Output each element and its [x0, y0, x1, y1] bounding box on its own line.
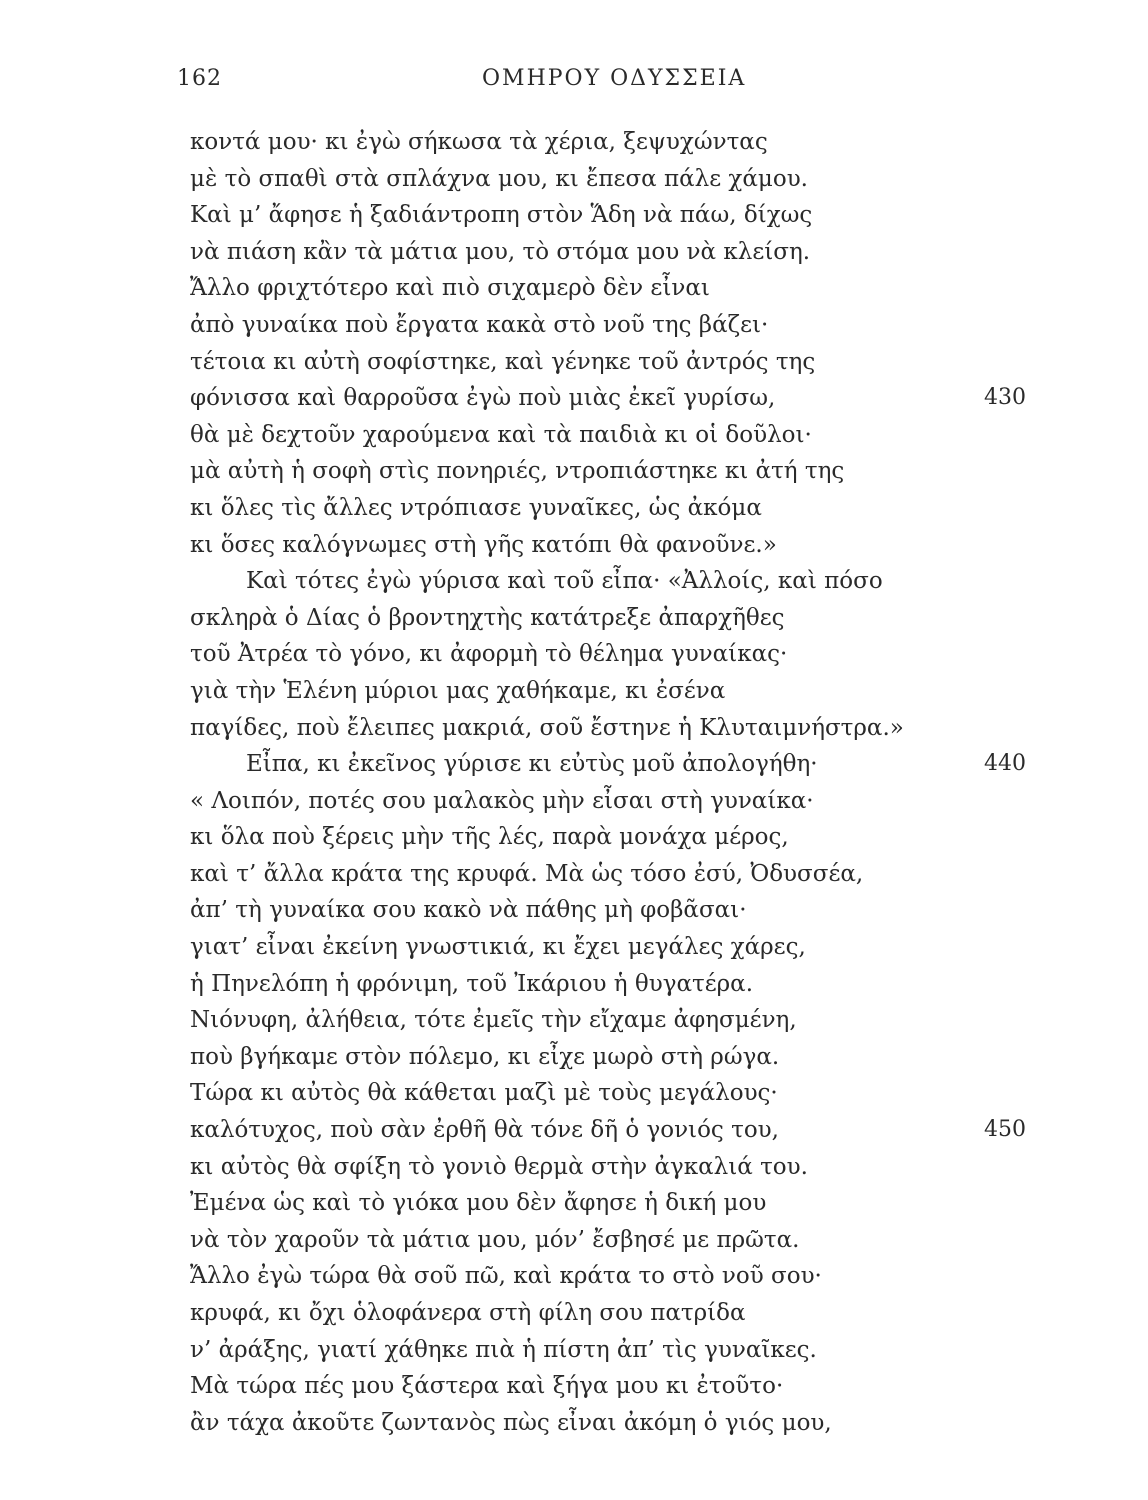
verse-line: Τώρα κι αὐτὸς θὰ κάθεται μαζὶ μὲ τοὺς μεγάλους·: [190, 1080, 778, 1107]
verse-line: σκληρὰ ὁ Δίας ὁ βροντηχτὴς κατάτρεξε ἀπαρχῆθες: [190, 604, 785, 631]
verse-line: νὰ τὸν χαροῦν τὰ μάτια μου, μόν’ ἔσβησέ με πρῶτα.: [190, 1226, 800, 1253]
verse-line: κοντά μου· κι ἐγὼ σήκωσα τὰ χέρια, ξεψυχώντας: [190, 129, 768, 155]
page-number: 162: [177, 66, 222, 91]
verse-line: Ἄλλο φριχτότερο καὶ πιὸ σιχαμερὸ δὲν εἶναι: [190, 275, 710, 302]
verse-block: [190, 124, 950, 1441]
verse-line: « Λοιπόν, ποτές σου μαλακὸς μὴν εἶσαι στὴ γυναίκα·: [190, 787, 814, 814]
verse-line: τέτοια κι αὐτὴ σοφίστηκε, καὶ γένηκε τοῦ ἀντρός της: [190, 348, 816, 375]
verse-line: ἡ Πηνελόπη ἡ φρόνιμη, τοῦ Ἰκάριου ἡ θυγατέρα.: [190, 970, 754, 997]
verse-line: ποὺ βγήκαμε στὸν πόλεμο, κι εἶχε μωρὸ στὴ ρώγα.: [190, 1043, 780, 1070]
verse-line: παγίδες, ποὺ ἔλειπες μακριά, σοῦ ἔστηνε ἡ Κλυταιμνήστρα.»: [190, 714, 904, 741]
verse-line: ἀπὸ γυναίκα ποὺ ἔργατα κακὰ στὸ νοῦ της βάζει·: [190, 311, 769, 338]
line-number: 440: [984, 751, 1026, 777]
verse-line: Ἐμένα ὡς καὶ τὸ γιόκα μου δὲν ἄφησε ἡ δική μου: [190, 1190, 767, 1217]
running-title: ΟΜΗΡΟΥ ΟΔΥΣΣΕΙΑ: [482, 66, 747, 91]
line-number: 450: [984, 1117, 1026, 1143]
verse-line: θὰ μὲ δεχτοῦν χαρούμενα καὶ τὰ παιδιὰ κι οἱ δοῦλοι·: [190, 421, 812, 448]
line-number: 430: [984, 385, 1026, 411]
verse-line: κι αὐτὸς θὰ σφίξη τὸ γονιὸ θερμὰ στὴν ἀγκαλιά του.: [190, 1153, 808, 1180]
verse-line: Καὶ τότες ἐγὼ γύρισα καὶ τοῦ εἶπα· «Ἀλλοίς, καὶ πόσο: [246, 568, 883, 595]
verse-line: καλότυχος, ποὺ σὰν ἐρθῆ θὰ τόνε δῆ ὁ γονιός του,: [190, 1117, 779, 1144]
verse-line: ἀπ’ τὴ γυναίκα σου κακὸ νὰ πάθης μὴ φοβᾶσαι·: [190, 897, 747, 924]
verse-line: κι ὅλες τὶς ἄλλες ντρόπιασε γυναῖκες, ὡς ἀκόμα: [190, 494, 762, 521]
verse-line: Νιόνυφη, ἀλήθεια, τότε ἐμεῖς τὴν εἴχαμε ἀφησμένη,: [190, 1007, 797, 1034]
verse-line: κρυφά, κι ὄχι ὁλοφάνερα στὴ φίλη σου πατρίδα: [190, 1300, 746, 1326]
verse-line: Καὶ μ’ ἄφησε ἡ ξαδιάντροπη στὸν Ἅδη νὰ πάω, δίχως: [190, 202, 813, 229]
verse-line: μὰ αὐτὴ ἡ σοφὴ στὶς πονηριές, ντροπιάστηκε κι ἀτή της: [190, 458, 845, 485]
verse-line: Εἶπα, κι ἐκεῖνος γύρισε κι εὐτὺς μοῦ ἀπολογήθη·: [246, 751, 818, 778]
verse-line: φόνισσα καὶ θαρροῦσα ἐγὼ ποὺ μιὰς ἐκεῖ γυρίσω,: [190, 385, 776, 412]
verse-line: καὶ τ’ ἄλλα κράτα της κρυφά. Μὰ ὡς τόσο ἐσύ, Ὀδυσσέα,: [190, 860, 864, 887]
verse-line: ἂν τάχα ἀκοῦτε ζωντανὸς πὼς εἶναι ἀκόμη ὁ γιός μου,: [190, 1409, 832, 1436]
verse-line: γιατ’ εἶναι ἐκείνη γνωστικιά, κι ἔχει μεγάλες χάρες,: [190, 934, 806, 961]
verse-line: ν’ ἀράξης, γιατί χάθηκε πιὰ ἡ πίστη ἀπ’ τὶς γυναῖκες.: [190, 1336, 817, 1363]
verse-line: τοῦ Ἀτρέα τὸ γόνο, κι ἀφορμὴ τὸ θέλημα γυναίκας·: [190, 641, 788, 668]
verse-line: γιὰ τὴν Ἑλένη μύριοι μας χαθήκαμε, κι ἐσένα: [190, 677, 726, 704]
verse-line: μὲ τὸ σπαθὶ στὰ σπλάχνα μου, κι ἔπεσα πάλε χάμου.: [190, 165, 808, 192]
verse-line: νὰ πιάση κἂν τὰ μάτια μου, τὸ στόμα μου νὰ κλείση.: [190, 238, 811, 265]
verse-line: κι ὅλα ποὺ ξέρεις μὴν τῆς λές, παρὰ μονάχα μέρος,: [190, 824, 789, 851]
verse-line: κι ὅσες καλόγνωμες στὴ γῆς κατόπι θὰ φανοῦνε.»: [190, 531, 777, 558]
verse-line: Ἄλλο ἐγὼ τώρα θὰ σοῦ πῶ, καὶ κράτα το στὸ νοῦ σου·: [190, 1263, 822, 1290]
verse-line: Μὰ τώρα πές μου ξάστερα καὶ ξήγα μου κι ἐτοῦτο·: [190, 1373, 784, 1400]
